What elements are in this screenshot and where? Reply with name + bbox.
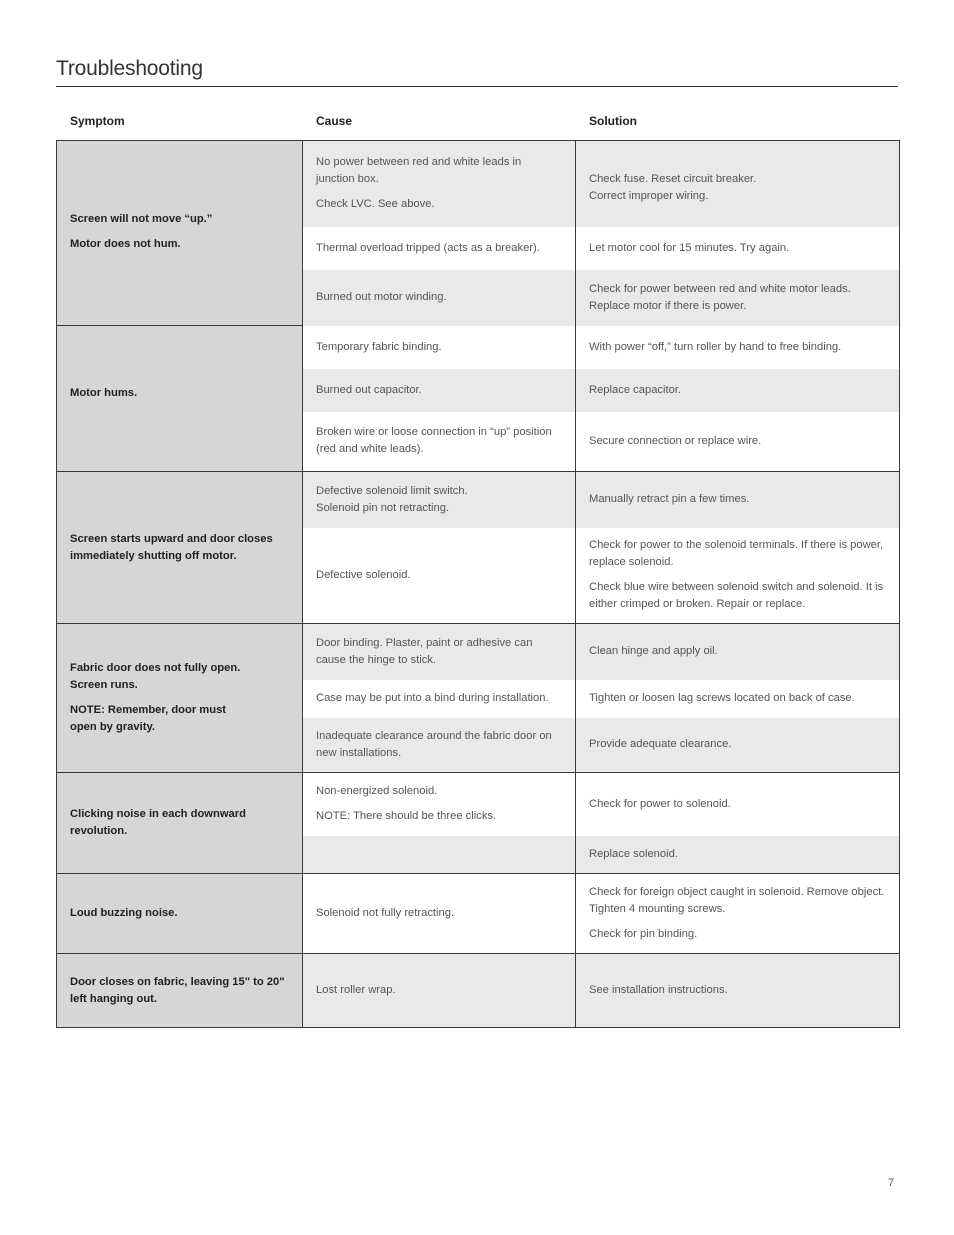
symptom-text: Screen will not move “up.”	[70, 213, 213, 225]
solution-text: Check for foreign object caught in solenoid. Remove object. Tighten 4 mounting screws.	[589, 886, 885, 915]
solution-cell	[576, 369, 900, 412]
cause-cell	[303, 624, 576, 680]
table-row	[57, 773, 900, 836]
solution-text: Manually retract pin a few times.	[589, 493, 750, 506]
cause-text: Broken wire or loose connection in “up” position (red and white leads).	[316, 426, 552, 456]
cause-cell	[303, 472, 576, 528]
cause-text: Temporary fabric binding.	[316, 340, 442, 353]
cause-text: Lost roller wrap.	[316, 984, 396, 996]
solution-text: Check for pin binding.	[589, 928, 698, 940]
symptom-text: Screen runs.	[70, 679, 138, 691]
symptom-text: Clicking noise in each downward revolution.	[70, 808, 246, 837]
symptom-text: Motor does not hum.	[70, 238, 181, 250]
solution-text: Secure connection or replace wire.	[589, 434, 762, 447]
table-row	[57, 472, 900, 528]
cause-cell	[303, 227, 576, 270]
cause-text: NOTE: There should be three clicks.	[316, 810, 497, 823]
cause-text: Case may be put into a bind during installation.	[316, 692, 549, 704]
solution-text: With power “off,” turn roller by hand to free binding.	[589, 340, 842, 353]
cause-text: Inadequate clearance around the fabric door on new installations.	[316, 729, 552, 759]
symptom-cell	[57, 954, 303, 1028]
cause-cell	[303, 718, 576, 773]
table-row	[57, 326, 900, 369]
solution-cell	[576, 227, 900, 270]
table-row	[57, 954, 900, 1028]
solution-cell	[576, 141, 900, 227]
symptom-cell	[57, 472, 303, 624]
cause-cell	[303, 954, 576, 1028]
cause-cell	[303, 874, 576, 954]
symptom-text: Screen starts upward and door closes immediately shutting off motor.	[70, 532, 273, 562]
solution-text: Check for power to solenoid.	[589, 797, 731, 810]
solution-text: Let motor cool for 15 minutes. Try again.	[589, 241, 790, 254]
column-header-symptom: Symptom	[70, 114, 125, 128]
symptom-cell	[57, 874, 303, 954]
table-row	[57, 874, 900, 954]
page-number: 7	[888, 1177, 895, 1189]
solution-cell	[576, 624, 900, 680]
cause-cell	[303, 141, 576, 227]
cause-text: Solenoid not fully retracting.	[316, 907, 455, 919]
symptom-cell	[57, 326, 303, 472]
symptom-note: open by gravity.	[70, 721, 155, 733]
symptom-cell	[57, 141, 303, 326]
solution-text: Provide adequate clearance.	[589, 738, 732, 751]
cause-cell	[303, 270, 576, 326]
cause-text: Check LVC. See above.	[316, 198, 435, 211]
solution-cell	[576, 773, 900, 836]
page-title: Troubleshooting	[56, 57, 203, 80]
solution-text: Clean hinge and apply oil.	[589, 645, 718, 658]
column-header-solution: Solution	[589, 114, 637, 128]
cause-text: No power between red and white leads in junction box.	[316, 156, 522, 186]
symptom-text: Door closes on fabric, leaving 15" to 20" left hanging out.	[70, 975, 285, 1005]
title-divider	[56, 86, 898, 87]
cause-text: Door binding. Plaster, paint or adhesive can cause the hinge to stick.	[316, 636, 533, 666]
solution-text: See installation instructions.	[589, 984, 728, 996]
solution-text: Check for power between red and white motor leads. Replace motor if there is power.	[589, 282, 851, 312]
table-row	[57, 624, 900, 680]
solution-cell	[576, 472, 900, 528]
solution-cell	[576, 874, 900, 954]
solution-cell	[576, 954, 900, 1028]
cause-cell	[303, 326, 576, 369]
cause-cell	[303, 680, 576, 718]
cause-cell	[303, 528, 576, 624]
cause-text: Defective solenoid limit switch. Solenoid pin not retracting.	[316, 484, 468, 514]
symptom-text: Fabric door does not fully open.	[70, 662, 241, 674]
solution-text: Tighten or loosen lag screws located on back of case.	[589, 692, 855, 704]
symptom-cell	[57, 773, 303, 874]
cause-cell	[303, 369, 576, 412]
table-row	[57, 141, 900, 227]
solution-cell	[576, 528, 900, 624]
column-header-cause: Cause	[316, 114, 353, 128]
cause-cell	[303, 412, 576, 472]
solution-cell	[576, 718, 900, 773]
cause-cell	[303, 836, 576, 874]
solution-cell	[576, 270, 900, 326]
symptom-note: NOTE: Remember, door must	[70, 704, 227, 716]
cause-text: Defective solenoid.	[316, 568, 411, 581]
troubleshooting-table	[56, 140, 900, 1028]
solution-cell	[576, 326, 900, 369]
solution-text: Replace capacitor.	[589, 383, 682, 396]
solution-cell	[576, 836, 900, 874]
solution-text: Check blue wire between solenoid switch and solenoid. It is either crimped or broken. Repair or replace.	[589, 581, 884, 611]
solution-cell	[576, 680, 900, 718]
symptom-text: Loud buzzing noise.	[70, 907, 178, 919]
cause-text: Non-energized solenoid.	[316, 785, 438, 798]
solution-text: Replace solenoid.	[589, 847, 678, 860]
cause-cell	[303, 773, 576, 836]
cause-text: Thermal overload tripped (acts as a breaker).	[316, 241, 540, 254]
solution-cell	[576, 412, 900, 472]
solution-text: Check for power to the solenoid terminals. If there is power, replace solenoid.	[589, 539, 884, 569]
cause-text: Burned out capacitor.	[316, 383, 422, 396]
symptom-cell	[57, 624, 303, 773]
symptom-text: Motor hums.	[70, 387, 138, 399]
cause-text: Burned out motor winding.	[316, 291, 447, 303]
solution-text: Check fuse. Reset circuit breaker. Correct improper wiring.	[589, 173, 757, 202]
